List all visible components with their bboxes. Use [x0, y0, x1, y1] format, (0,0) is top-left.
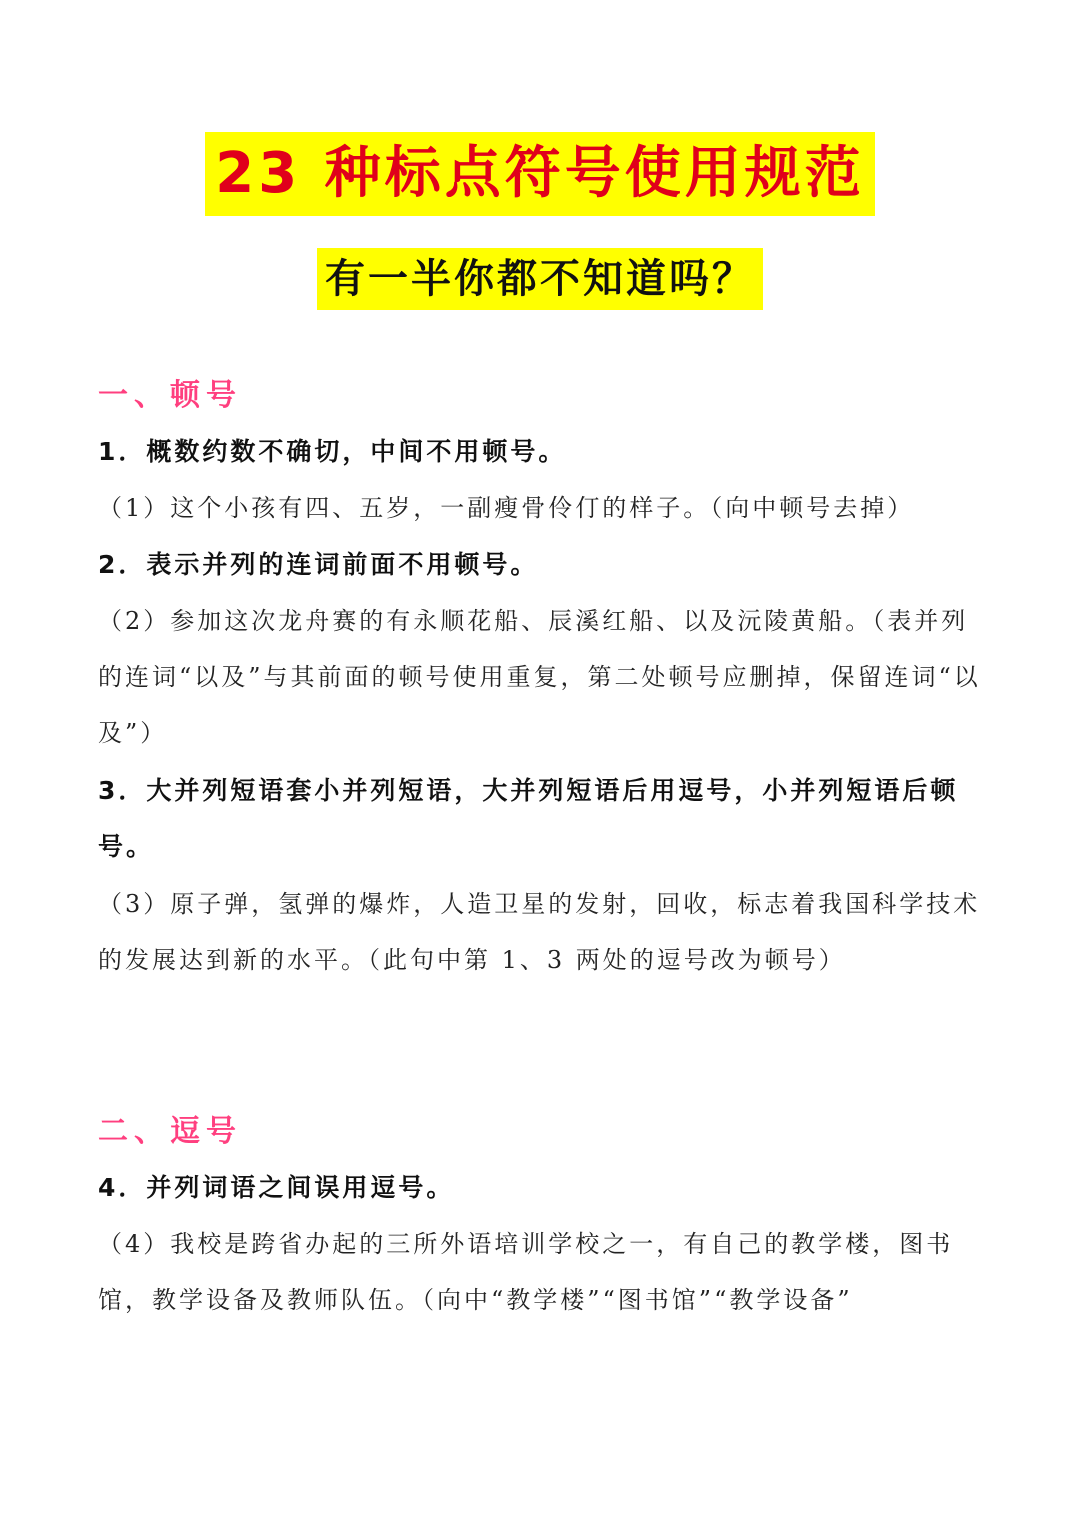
page-title: 23 种标点符号使用规范	[205, 132, 874, 216]
title-block	[0, 132, 1080, 216]
rule-1: 1．概数约数不确切，中间不用顿号。	[98, 437, 567, 466]
rule-3: 3．大并列短语套小并列短语，大并列短语后用逗号，小并列短语后顿号。	[98, 776, 959, 861]
section-heading-douhao: 二、逗号	[98, 1114, 242, 1149]
example-4: （4）我校是跨省办起的三所外语培训学校之一，有自己的教学楼，图书馆，教学设备及教师队伍。（向中“教学楼”“图书馆”“教学设备”	[98, 1230, 954, 1314]
subtitle-block	[0, 248, 1080, 310]
section-heading-dunhao: 一、顿号	[98, 378, 242, 413]
page-subtitle: 有一半你都不知道吗？	[317, 248, 763, 310]
example-1: （1）这个小孩有四、五岁，一副瘦骨伶仃的样子。（向中顿号去掉）	[98, 494, 915, 522]
rule-4: 4．并列词语之间误用逗号。	[98, 1173, 455, 1202]
rule-2: 2．表示并列的连词前面不用顿号。	[98, 550, 539, 579]
example-2: （2）参加这次龙舟赛的有永顺花船、辰溪红船、以及沅陵黄船。（表并列的连词“以及”与其前面的顿号使用重复，第二处顿号应删掉，保留连词“以及”）	[98, 607, 981, 747]
example-3: （3）原子弹，氢弹的爆炸，人造卫星的发射，回收，标志着我国科学技术的发展达到新的水平。（此句中第 1、3 两处的逗号改为顿号）	[98, 890, 981, 974]
